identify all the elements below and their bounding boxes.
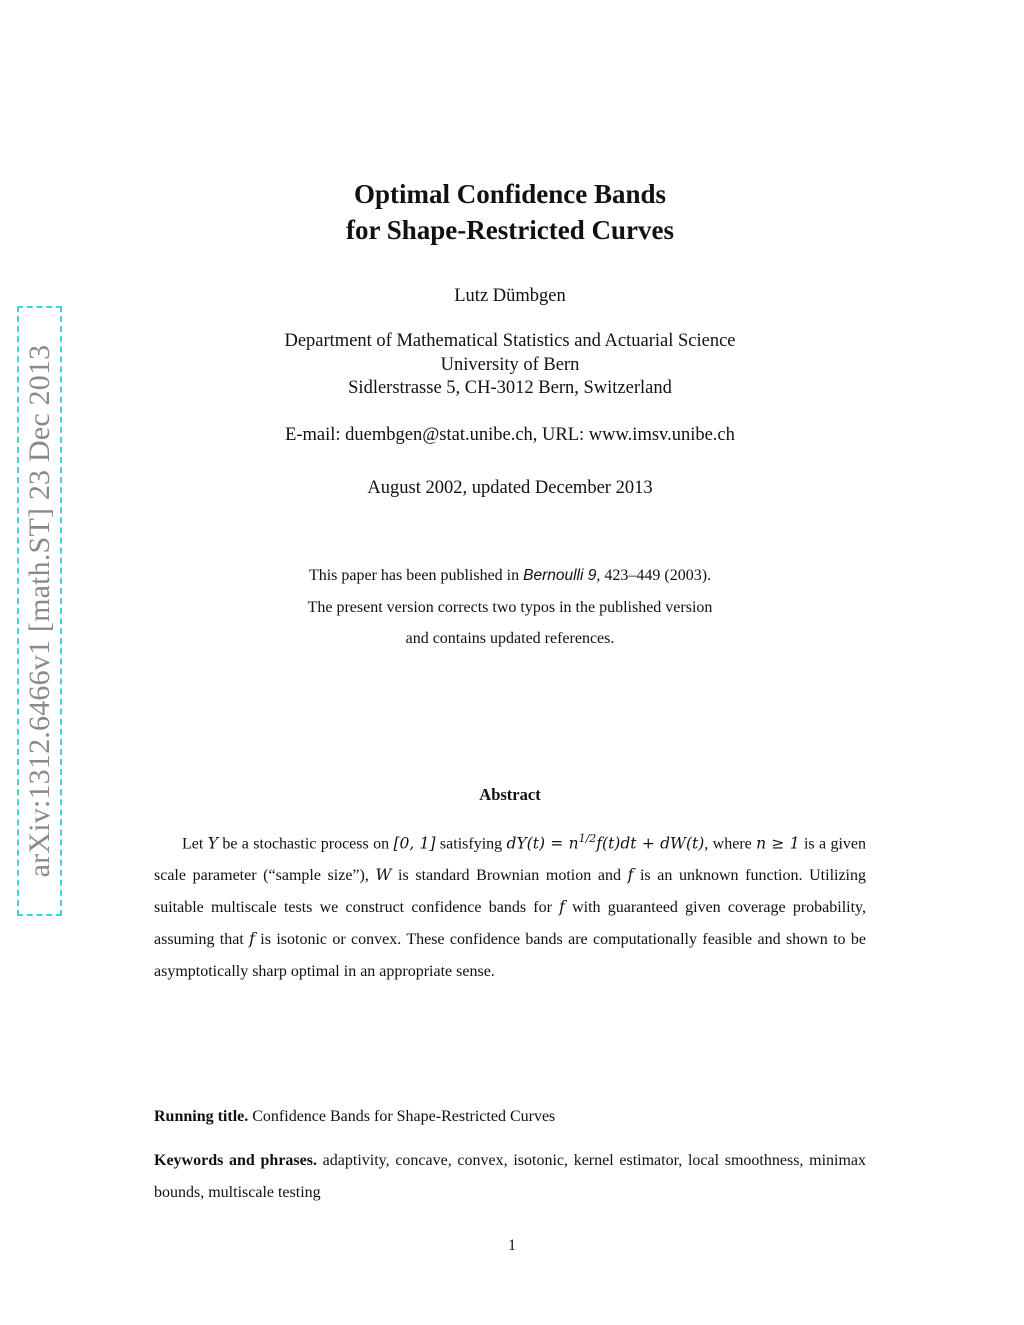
running-title bbox=[154, 1101, 866, 1133]
author-name: Lutz Dümbgen bbox=[454, 286, 566, 306]
contact-info: E-mail: duembgen@stat.unibe.ch, URL: www.imsv.unibe.ch bbox=[285, 425, 735, 445]
abstract-heading: Abstract bbox=[479, 785, 541, 804]
running-title-text: Confidence Bands for Shape-Restricted Curves bbox=[248, 1108, 556, 1125]
keywords bbox=[154, 1145, 866, 1209]
publication-note-line-3: and contains updated references. bbox=[405, 630, 615, 647]
math-inline: Y bbox=[207, 834, 218, 853]
abstract-text: , where bbox=[704, 835, 757, 853]
keywords-text: adaptivity, concave, convex, isotonic, kernel estimator, local smoothness, minimax bounds, multiscale testing bbox=[154, 1152, 867, 1201]
pubnote-suffix: , 423–449 (2003). bbox=[596, 567, 712, 584]
math-superscript: 1/2 bbox=[578, 832, 597, 845]
publication-note-line-2: The present version corrects two typos in the published version bbox=[307, 598, 713, 616]
page-number: 1 bbox=[508, 1237, 516, 1254]
publication-note bbox=[154, 560, 866, 655]
affiliation-line-3: Sidlerstrasse 5, CH-3012 Bern, Switzerland bbox=[348, 378, 672, 398]
abstract-body bbox=[154, 823, 866, 987]
math-inline: W bbox=[375, 866, 392, 885]
math-inline: f bbox=[627, 866, 634, 885]
pubnote-prefix: This paper has been published in bbox=[308, 567, 524, 584]
math-inline: f bbox=[249, 929, 255, 948]
abstract-text: satisfying bbox=[435, 835, 507, 853]
title-line-2: for Shape-Restricted Curves bbox=[346, 215, 674, 245]
math-inline: f(t)dt + dW(t) bbox=[596, 834, 705, 853]
abstract-text: Let bbox=[182, 835, 208, 853]
math-inline: dY(t) = n bbox=[506, 834, 579, 853]
paper-title bbox=[154, 176, 866, 248]
abstract-text: is isotonic or convex. These confidence bands are computationally feasible and shown to be asymptotically sharp optimal in an appropriate sense. bbox=[154, 930, 866, 980]
affiliation-line-2: University of Bern bbox=[440, 354, 580, 375]
running-title-label: Running title. bbox=[154, 1108, 249, 1125]
abstract-text: is a given scale parameter (“sample size”), bbox=[154, 835, 867, 885]
paper-date: August 2002, updated December 2013 bbox=[367, 478, 653, 498]
publication-note-line-1 bbox=[154, 560, 866, 592]
affiliation bbox=[154, 330, 866, 401]
journal-name: Bernoulli 9 bbox=[523, 567, 597, 584]
abstract-text: with guaranteed given coverage probability, assuming that bbox=[154, 898, 867, 948]
abstract-text: be a stochastic process on bbox=[217, 835, 394, 853]
affiliation-line-1: Department of Mathematical Statistics and Actuarial Science bbox=[284, 331, 736, 351]
math-inline: [0, 1] bbox=[393, 834, 436, 853]
math-inline: n ≥ 1 bbox=[756, 834, 800, 853]
abstract-text: is standard Brownian motion and bbox=[391, 867, 628, 885]
title-line-1: Optimal Confidence Bands bbox=[353, 179, 667, 209]
math-inline: f bbox=[559, 897, 565, 916]
abstract-text: is an unknown function. Utilizing suitable multiscale tests we construct confidence bands for bbox=[154, 867, 866, 916]
arxiv-identifier: arXiv:1312.6466v1 [math.ST] 23 Dec 2013 bbox=[23, 344, 56, 878]
keywords-label: Keywords and phrases. bbox=[154, 1152, 317, 1169]
